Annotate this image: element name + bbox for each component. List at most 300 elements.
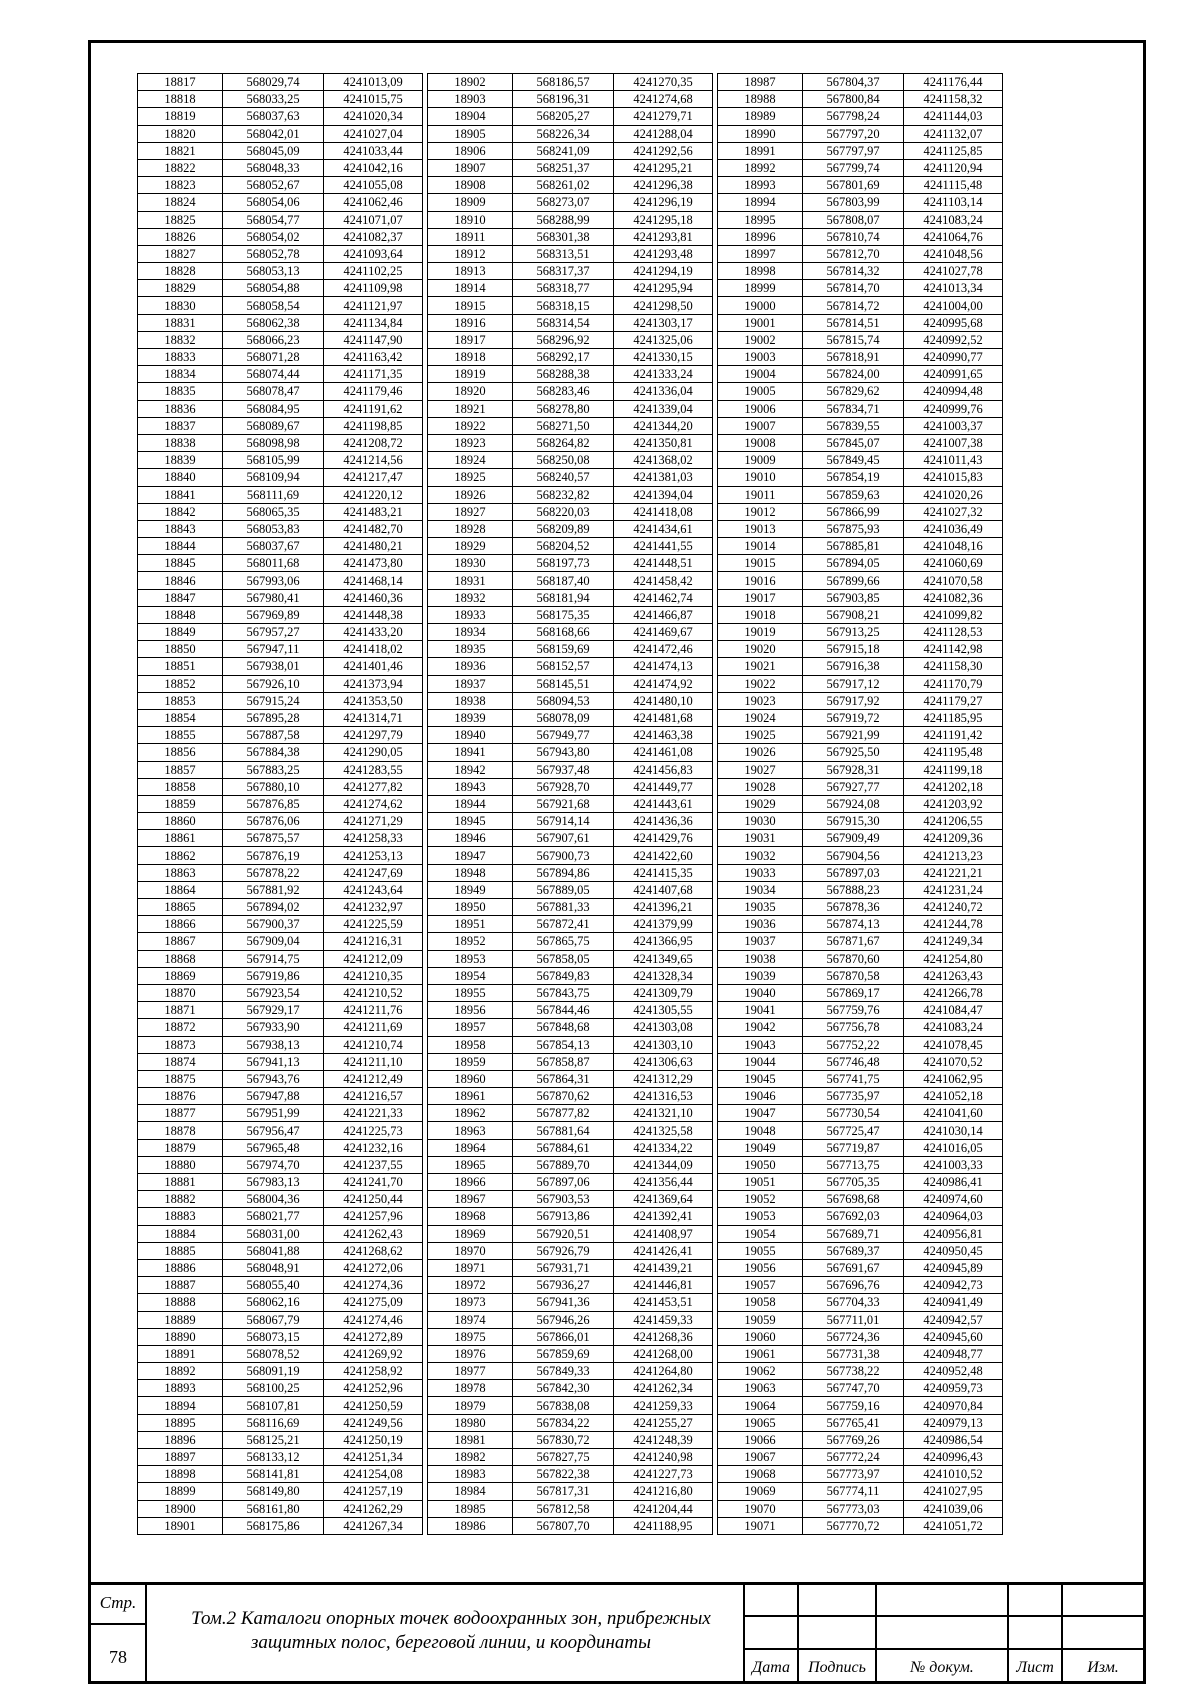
- x-coordinate-cell: 568197,73: [513, 555, 614, 572]
- y-coordinate-cell: 4241309,79: [614, 984, 713, 1001]
- point-number-cell: 18843: [138, 520, 223, 537]
- point-number-cell: 19046: [718, 1088, 803, 1105]
- table-row: [428, 108, 713, 125]
- point-number-cell: 18904: [428, 108, 513, 125]
- table-row: [718, 761, 1003, 778]
- x-coordinate-cell: 567698,68: [803, 1191, 904, 1208]
- table-row: [138, 1225, 423, 1242]
- y-coordinate-cell: 4241048,16: [904, 538, 1003, 555]
- table-row: [138, 864, 423, 881]
- y-coordinate-cell: 4241297,79: [324, 727, 423, 744]
- table-row: [138, 400, 423, 417]
- table-row: [718, 1139, 1003, 1156]
- y-coordinate-cell: 4241259,33: [614, 1397, 713, 1414]
- x-coordinate-cell: 567899,66: [803, 572, 904, 589]
- point-number-cell: 18939: [428, 709, 513, 726]
- table-row: [138, 1328, 423, 1345]
- x-coordinate-cell: 568029,74: [223, 74, 324, 91]
- point-number-cell: 18899: [138, 1483, 223, 1500]
- table-row: [138, 1449, 423, 1466]
- sheet-cell: [1007, 1585, 1061, 1681]
- y-coordinate-cell: 4241274,46: [324, 1311, 423, 1328]
- y-coordinate-cell: 4241221,21: [904, 864, 1003, 881]
- y-coordinate-cell: 4241250,44: [324, 1191, 423, 1208]
- x-coordinate-cell: 567927,77: [803, 778, 904, 795]
- table-row: [428, 1105, 713, 1122]
- y-coordinate-cell: 4241253,13: [324, 847, 423, 864]
- date-cell: [743, 1585, 797, 1681]
- point-number-cell: 18879: [138, 1139, 223, 1156]
- table-row: [138, 1174, 423, 1191]
- x-coordinate-cell: 567824,00: [803, 366, 904, 383]
- y-coordinate-cell: 4241015,83: [904, 469, 1003, 486]
- table-row: [718, 194, 1003, 211]
- point-number-cell: 18890: [138, 1328, 223, 1345]
- point-number-cell: 18991: [718, 142, 803, 159]
- point-number-cell: 19017: [718, 589, 803, 606]
- table-row: [138, 778, 423, 795]
- x-coordinate-cell: 567801,69: [803, 177, 904, 194]
- table-row: [138, 417, 423, 434]
- y-coordinate-cell: 4240945,60: [904, 1328, 1003, 1345]
- table-row: [428, 813, 713, 830]
- table-row: [428, 1139, 713, 1156]
- y-coordinate-cell: 4241460,36: [324, 589, 423, 606]
- table-row: [428, 1191, 713, 1208]
- page-number-box: [91, 1585, 147, 1681]
- x-coordinate-cell: 568098,98: [223, 434, 324, 451]
- point-number-cell: 18916: [428, 314, 513, 331]
- x-coordinate-cell: 567957,27: [223, 624, 324, 641]
- point-number-cell: 18964: [428, 1139, 513, 1156]
- point-number-cell: 19030: [718, 813, 803, 830]
- point-number-cell: 19062: [718, 1363, 803, 1380]
- point-number-cell: 18829: [138, 280, 223, 297]
- y-coordinate-cell: 4241232,97: [324, 899, 423, 916]
- point-number-cell: 19018: [718, 606, 803, 623]
- table-row: [138, 383, 423, 400]
- x-coordinate-cell: 568175,35: [513, 606, 614, 623]
- table-row: [718, 899, 1003, 916]
- point-number-cell: 19070: [718, 1500, 803, 1517]
- x-coordinate-cell: 568133,12: [223, 1449, 324, 1466]
- x-coordinate-cell: 567919,86: [223, 967, 324, 984]
- table-row: [428, 606, 713, 623]
- table-row: [718, 280, 1003, 297]
- x-coordinate-cell: 567887,58: [223, 727, 324, 744]
- table-row: [138, 1466, 423, 1483]
- table-row: [718, 830, 1003, 847]
- x-coordinate-cell: 567919,72: [803, 709, 904, 726]
- y-coordinate-cell: 4241350,81: [614, 434, 713, 451]
- y-coordinate-cell: 4241418,08: [614, 503, 713, 520]
- point-number-cell: 18823: [138, 177, 223, 194]
- point-number-cell: 18927: [428, 503, 513, 520]
- y-coordinate-cell: 4241128,53: [904, 624, 1003, 641]
- y-coordinate-cell: 4241314,71: [324, 709, 423, 726]
- y-coordinate-cell: 4241266,78: [904, 984, 1003, 1001]
- table-row: [428, 91, 713, 108]
- table-row: [138, 1363, 423, 1380]
- y-coordinate-cell: 4241179,46: [324, 383, 423, 400]
- point-number-cell: 19056: [718, 1259, 803, 1276]
- y-coordinate-cell: 4240959,73: [904, 1380, 1003, 1397]
- y-coordinate-cell: 4241064,76: [904, 228, 1003, 245]
- y-coordinate-cell: 4241103,14: [904, 194, 1003, 211]
- table-row: [428, 142, 713, 159]
- y-coordinate-cell: 4241263,43: [904, 967, 1003, 984]
- x-coordinate-cell: 567914,14: [513, 813, 614, 830]
- y-coordinate-cell: 4241369,64: [614, 1191, 713, 1208]
- table-row: [718, 1191, 1003, 1208]
- x-coordinate-cell: 567920,51: [513, 1225, 614, 1242]
- table-row: [138, 211, 423, 228]
- x-coordinate-cell: 567900,73: [513, 847, 614, 864]
- y-coordinate-cell: 4241211,69: [324, 1019, 423, 1036]
- table-row: [428, 1311, 713, 1328]
- point-number-cell: 19022: [718, 675, 803, 692]
- point-number-cell: 18895: [138, 1414, 223, 1431]
- table-row: [428, 383, 713, 400]
- point-number-cell: 18827: [138, 245, 223, 262]
- point-number-cell: 18877: [138, 1105, 223, 1122]
- table-row: [138, 795, 423, 812]
- table-row: [138, 1105, 423, 1122]
- x-coordinate-cell: 567866,01: [513, 1328, 614, 1345]
- point-number-cell: 18852: [138, 675, 223, 692]
- point-number-cell: 18858: [138, 778, 223, 795]
- x-coordinate-cell: 567765,41: [803, 1414, 904, 1431]
- table-row: [718, 624, 1003, 641]
- y-coordinate-cell: 4241353,50: [324, 692, 423, 709]
- table-row: [718, 795, 1003, 812]
- y-coordinate-cell: 4241214,56: [324, 452, 423, 469]
- y-coordinate-cell: 4241433,20: [324, 624, 423, 641]
- y-coordinate-cell: 4241481,68: [614, 709, 713, 726]
- point-number-cell: 18853: [138, 692, 223, 709]
- point-number-cell: 18943: [428, 778, 513, 795]
- point-number-cell: 19067: [718, 1449, 803, 1466]
- y-coordinate-cell: 4241482,70: [324, 520, 423, 537]
- point-number-cell: 19049: [718, 1139, 803, 1156]
- y-coordinate-cell: 4241293,81: [614, 228, 713, 245]
- change-cell: [1061, 1585, 1143, 1681]
- table-row: [718, 744, 1003, 761]
- x-coordinate-cell: 567938,01: [223, 658, 324, 675]
- x-coordinate-cell: 567759,76: [803, 1002, 904, 1019]
- table-row: [428, 1414, 713, 1431]
- y-coordinate-cell: 4241221,33: [324, 1105, 423, 1122]
- point-number-cell: 19035: [718, 899, 803, 916]
- y-coordinate-cell: 4241277,82: [324, 778, 423, 795]
- point-number-cell: 19006: [718, 400, 803, 417]
- x-coordinate-cell: 567884,61: [513, 1139, 614, 1156]
- point-number-cell: 18845: [138, 555, 223, 572]
- y-coordinate-cell: 4241268,62: [324, 1242, 423, 1259]
- point-number-cell: 18919: [428, 366, 513, 383]
- point-number-cell: 18901: [138, 1517, 223, 1534]
- point-number-cell: 19057: [718, 1277, 803, 1294]
- y-coordinate-cell: 4240994,48: [904, 383, 1003, 400]
- x-coordinate-cell: 567797,20: [803, 125, 904, 142]
- x-coordinate-cell: 567877,82: [513, 1105, 614, 1122]
- x-coordinate-cell: 568109,94: [223, 469, 324, 486]
- x-coordinate-cell: 567804,37: [803, 74, 904, 91]
- x-coordinate-cell: 567859,69: [513, 1345, 614, 1362]
- point-number-cell: 19054: [718, 1225, 803, 1242]
- table-row: [138, 538, 423, 555]
- table-row: [138, 641, 423, 658]
- table-row: [718, 1208, 1003, 1225]
- point-number-cell: 18972: [428, 1277, 513, 1294]
- point-number-cell: 18911: [428, 228, 513, 245]
- y-coordinate-cell: 4241191,42: [904, 727, 1003, 744]
- point-number-cell: 18914: [428, 280, 513, 297]
- x-coordinate-cell: 567759,16: [803, 1397, 904, 1414]
- y-coordinate-cell: 4240986,41: [904, 1174, 1003, 1191]
- x-coordinate-cell: 567772,24: [803, 1449, 904, 1466]
- point-number-cell: 18836: [138, 400, 223, 417]
- point-number-cell: 18920: [428, 383, 513, 400]
- x-coordinate-cell: 568209,89: [513, 520, 614, 537]
- point-number-cell: 19007: [718, 417, 803, 434]
- y-coordinate-cell: 4241142,98: [904, 641, 1003, 658]
- table-row: [138, 503, 423, 520]
- table-row: [428, 503, 713, 520]
- point-number-cell: 18850: [138, 641, 223, 658]
- x-coordinate-cell: 568011,68: [223, 555, 324, 572]
- table-row: [138, 1345, 423, 1362]
- point-number-cell: 19005: [718, 383, 803, 400]
- x-coordinate-cell: 567878,36: [803, 899, 904, 916]
- point-number-cell: 18935: [428, 641, 513, 658]
- table-row: [138, 709, 423, 726]
- table-row: [718, 1345, 1003, 1362]
- table-row: [138, 74, 423, 91]
- table-row: [138, 675, 423, 692]
- x-coordinate-cell: 568232,82: [513, 486, 614, 503]
- y-coordinate-cell: 4241274,36: [324, 1277, 423, 1294]
- point-number-cell: 18987: [718, 74, 803, 91]
- x-coordinate-cell: 568116,69: [223, 1414, 324, 1431]
- x-coordinate-cell: 567866,99: [803, 503, 904, 520]
- table-row: [138, 984, 423, 1001]
- y-coordinate-cell: 4241439,21: [614, 1259, 713, 1276]
- x-coordinate-cell: 567812,70: [803, 245, 904, 262]
- x-coordinate-cell: 567974,70: [223, 1156, 324, 1173]
- y-coordinate-cell: 4241344,20: [614, 417, 713, 434]
- point-number-cell: 19055: [718, 1242, 803, 1259]
- table-row: [428, 1277, 713, 1294]
- x-coordinate-cell: 567888,23: [803, 881, 904, 898]
- table-row: [718, 606, 1003, 623]
- y-coordinate-cell: 4241188,95: [614, 1517, 713, 1534]
- y-coordinate-cell: 4241257,96: [324, 1208, 423, 1225]
- x-coordinate-cell: 567817,31: [513, 1483, 614, 1500]
- x-coordinate-cell: 567689,37: [803, 1242, 904, 1259]
- point-number-cell: 18896: [138, 1431, 223, 1448]
- point-number-cell: 18970: [428, 1242, 513, 1259]
- y-coordinate-cell: 4240956,81: [904, 1225, 1003, 1242]
- x-coordinate-cell: 568301,38: [513, 228, 614, 245]
- point-number-cell: 18894: [138, 1397, 223, 1414]
- x-coordinate-cell: 567875,57: [223, 830, 324, 847]
- y-coordinate-cell: 4241013,09: [324, 74, 423, 91]
- y-coordinate-cell: 4241211,76: [324, 1002, 423, 1019]
- x-coordinate-cell: 567854,19: [803, 469, 904, 486]
- table-row: [718, 263, 1003, 280]
- y-coordinate-cell: 4241249,56: [324, 1414, 423, 1431]
- table-row: [718, 572, 1003, 589]
- point-number-cell: 19002: [718, 331, 803, 348]
- table-row: [428, 1156, 713, 1173]
- point-number-cell: 18948: [428, 864, 513, 881]
- y-coordinate-cell: 4241036,49: [904, 520, 1003, 537]
- x-coordinate-cell: 567865,75: [513, 933, 614, 950]
- table-row: [428, 830, 713, 847]
- table-row: [718, 1174, 1003, 1191]
- doc-number-cell: [875, 1585, 1007, 1681]
- table-row: [428, 709, 713, 726]
- point-number-cell: 19025: [718, 727, 803, 744]
- table-row: [718, 349, 1003, 366]
- point-number-cell: 18958: [428, 1036, 513, 1053]
- x-coordinate-cell: 567943,80: [513, 744, 614, 761]
- y-coordinate-cell: 4241305,55: [614, 1002, 713, 1019]
- point-number-cell: 19047: [718, 1105, 803, 1122]
- point-number-cell: 19012: [718, 503, 803, 520]
- table-row: [718, 709, 1003, 726]
- point-number-cell: 19036: [718, 916, 803, 933]
- table-row: [138, 452, 423, 469]
- table-row: [428, 1088, 713, 1105]
- point-number-cell: 18824: [138, 194, 223, 211]
- table-row: [718, 778, 1003, 795]
- point-number-cell: 18915: [428, 297, 513, 314]
- point-number-cell: 18910: [428, 211, 513, 228]
- table-row: [138, 1208, 423, 1225]
- x-coordinate-cell: 567800,84: [803, 91, 904, 108]
- y-coordinate-cell: 4241463,38: [614, 727, 713, 744]
- x-coordinate-cell: 567897,03: [803, 864, 904, 881]
- y-coordinate-cell: 4241227,73: [614, 1466, 713, 1483]
- y-coordinate-cell: 4241483,21: [324, 503, 423, 520]
- y-coordinate-cell: 4241272,89: [324, 1328, 423, 1345]
- table-row: [428, 228, 713, 245]
- x-coordinate-cell: 568053,13: [223, 263, 324, 280]
- x-coordinate-cell: 567983,13: [223, 1174, 324, 1191]
- point-number-cell: 18999: [718, 280, 803, 297]
- table-row: [718, 1380, 1003, 1397]
- x-coordinate-cell: 568066,23: [223, 331, 324, 348]
- x-coordinate-cell: 567869,17: [803, 984, 904, 1001]
- table-row: [428, 1449, 713, 1466]
- point-number-cell: 18825: [138, 211, 223, 228]
- y-coordinate-cell: 4241250,59: [324, 1397, 423, 1414]
- point-number-cell: 18892: [138, 1363, 223, 1380]
- point-number-cell: 18989: [718, 108, 803, 125]
- point-number-cell: 18932: [428, 589, 513, 606]
- x-coordinate-cell: 567849,83: [513, 967, 614, 984]
- y-coordinate-cell: 4241283,55: [324, 761, 423, 778]
- table-row: [718, 1483, 1003, 1500]
- y-coordinate-cell: 4241062,95: [904, 1070, 1003, 1087]
- table-row: [718, 950, 1003, 967]
- point-number-cell: 18893: [138, 1380, 223, 1397]
- y-coordinate-cell: 4241030,14: [904, 1122, 1003, 1139]
- point-number-cell: 18905: [428, 125, 513, 142]
- point-number-cell: 18876: [138, 1088, 223, 1105]
- point-number-cell: 18967: [428, 1191, 513, 1208]
- y-coordinate-cell: 4241240,72: [904, 899, 1003, 916]
- y-coordinate-cell: 4241472,46: [614, 641, 713, 658]
- x-coordinate-cell: 567949,77: [513, 727, 614, 744]
- y-coordinate-cell: 4241448,51: [614, 555, 713, 572]
- table-row: [428, 1002, 713, 1019]
- x-coordinate-cell: 567926,10: [223, 675, 324, 692]
- point-number-cell: 19031: [718, 830, 803, 847]
- table-row: [138, 1294, 423, 1311]
- y-coordinate-cell: 4241325,58: [614, 1122, 713, 1139]
- x-coordinate-cell: 568062,16: [223, 1294, 324, 1311]
- x-coordinate-cell: 567839,55: [803, 417, 904, 434]
- table-row: [138, 486, 423, 503]
- y-coordinate-cell: 4241269,92: [324, 1345, 423, 1362]
- table-row: [428, 1363, 713, 1380]
- y-coordinate-cell: 4241212,49: [324, 1070, 423, 1087]
- y-coordinate-cell: 4241213,23: [904, 847, 1003, 864]
- x-coordinate-cell: 567713,75: [803, 1156, 904, 1173]
- table-row: [138, 469, 423, 486]
- y-coordinate-cell: 4241274,62: [324, 795, 423, 812]
- x-coordinate-cell: 567931,71: [513, 1259, 614, 1276]
- table-row: [138, 589, 423, 606]
- x-coordinate-cell: 568205,27: [513, 108, 614, 125]
- table-row: [138, 692, 423, 709]
- y-coordinate-cell: 4241217,47: [324, 469, 423, 486]
- point-number-cell: 19051: [718, 1174, 803, 1191]
- x-coordinate-cell: 567876,06: [223, 813, 324, 830]
- table-row: [138, 280, 423, 297]
- x-coordinate-cell: 568111,69: [223, 486, 324, 503]
- point-number-cell: 18870: [138, 984, 223, 1001]
- y-coordinate-cell: 4241013,34: [904, 280, 1003, 297]
- point-number-cell: 18984: [428, 1483, 513, 1500]
- table-row: [718, 641, 1003, 658]
- y-coordinate-cell: 4241328,34: [614, 967, 713, 984]
- x-coordinate-cell: 568041,88: [223, 1242, 324, 1259]
- coordinates-column-2: [427, 73, 713, 1535]
- point-number-cell: 18966: [428, 1174, 513, 1191]
- x-coordinate-cell: 567881,64: [513, 1122, 614, 1139]
- x-coordinate-cell: 567746,48: [803, 1053, 904, 1070]
- title-block: [91, 1582, 1143, 1681]
- y-coordinate-cell: 4241027,95: [904, 1483, 1003, 1500]
- y-coordinate-cell: 4241279,71: [614, 108, 713, 125]
- table-row: [718, 864, 1003, 881]
- table-row: [428, 74, 713, 91]
- point-number-cell: 18873: [138, 1036, 223, 1053]
- point-number-cell: 18918: [428, 349, 513, 366]
- point-number-cell: 18871: [138, 1002, 223, 1019]
- point-number-cell: 18960: [428, 1070, 513, 1087]
- table-row: [718, 1242, 1003, 1259]
- point-number-cell: 18882: [138, 1191, 223, 1208]
- point-number-cell: 18832: [138, 331, 223, 348]
- point-number-cell: 18933: [428, 606, 513, 623]
- x-coordinate-cell: 567815,74: [803, 331, 904, 348]
- table-row: [718, 847, 1003, 864]
